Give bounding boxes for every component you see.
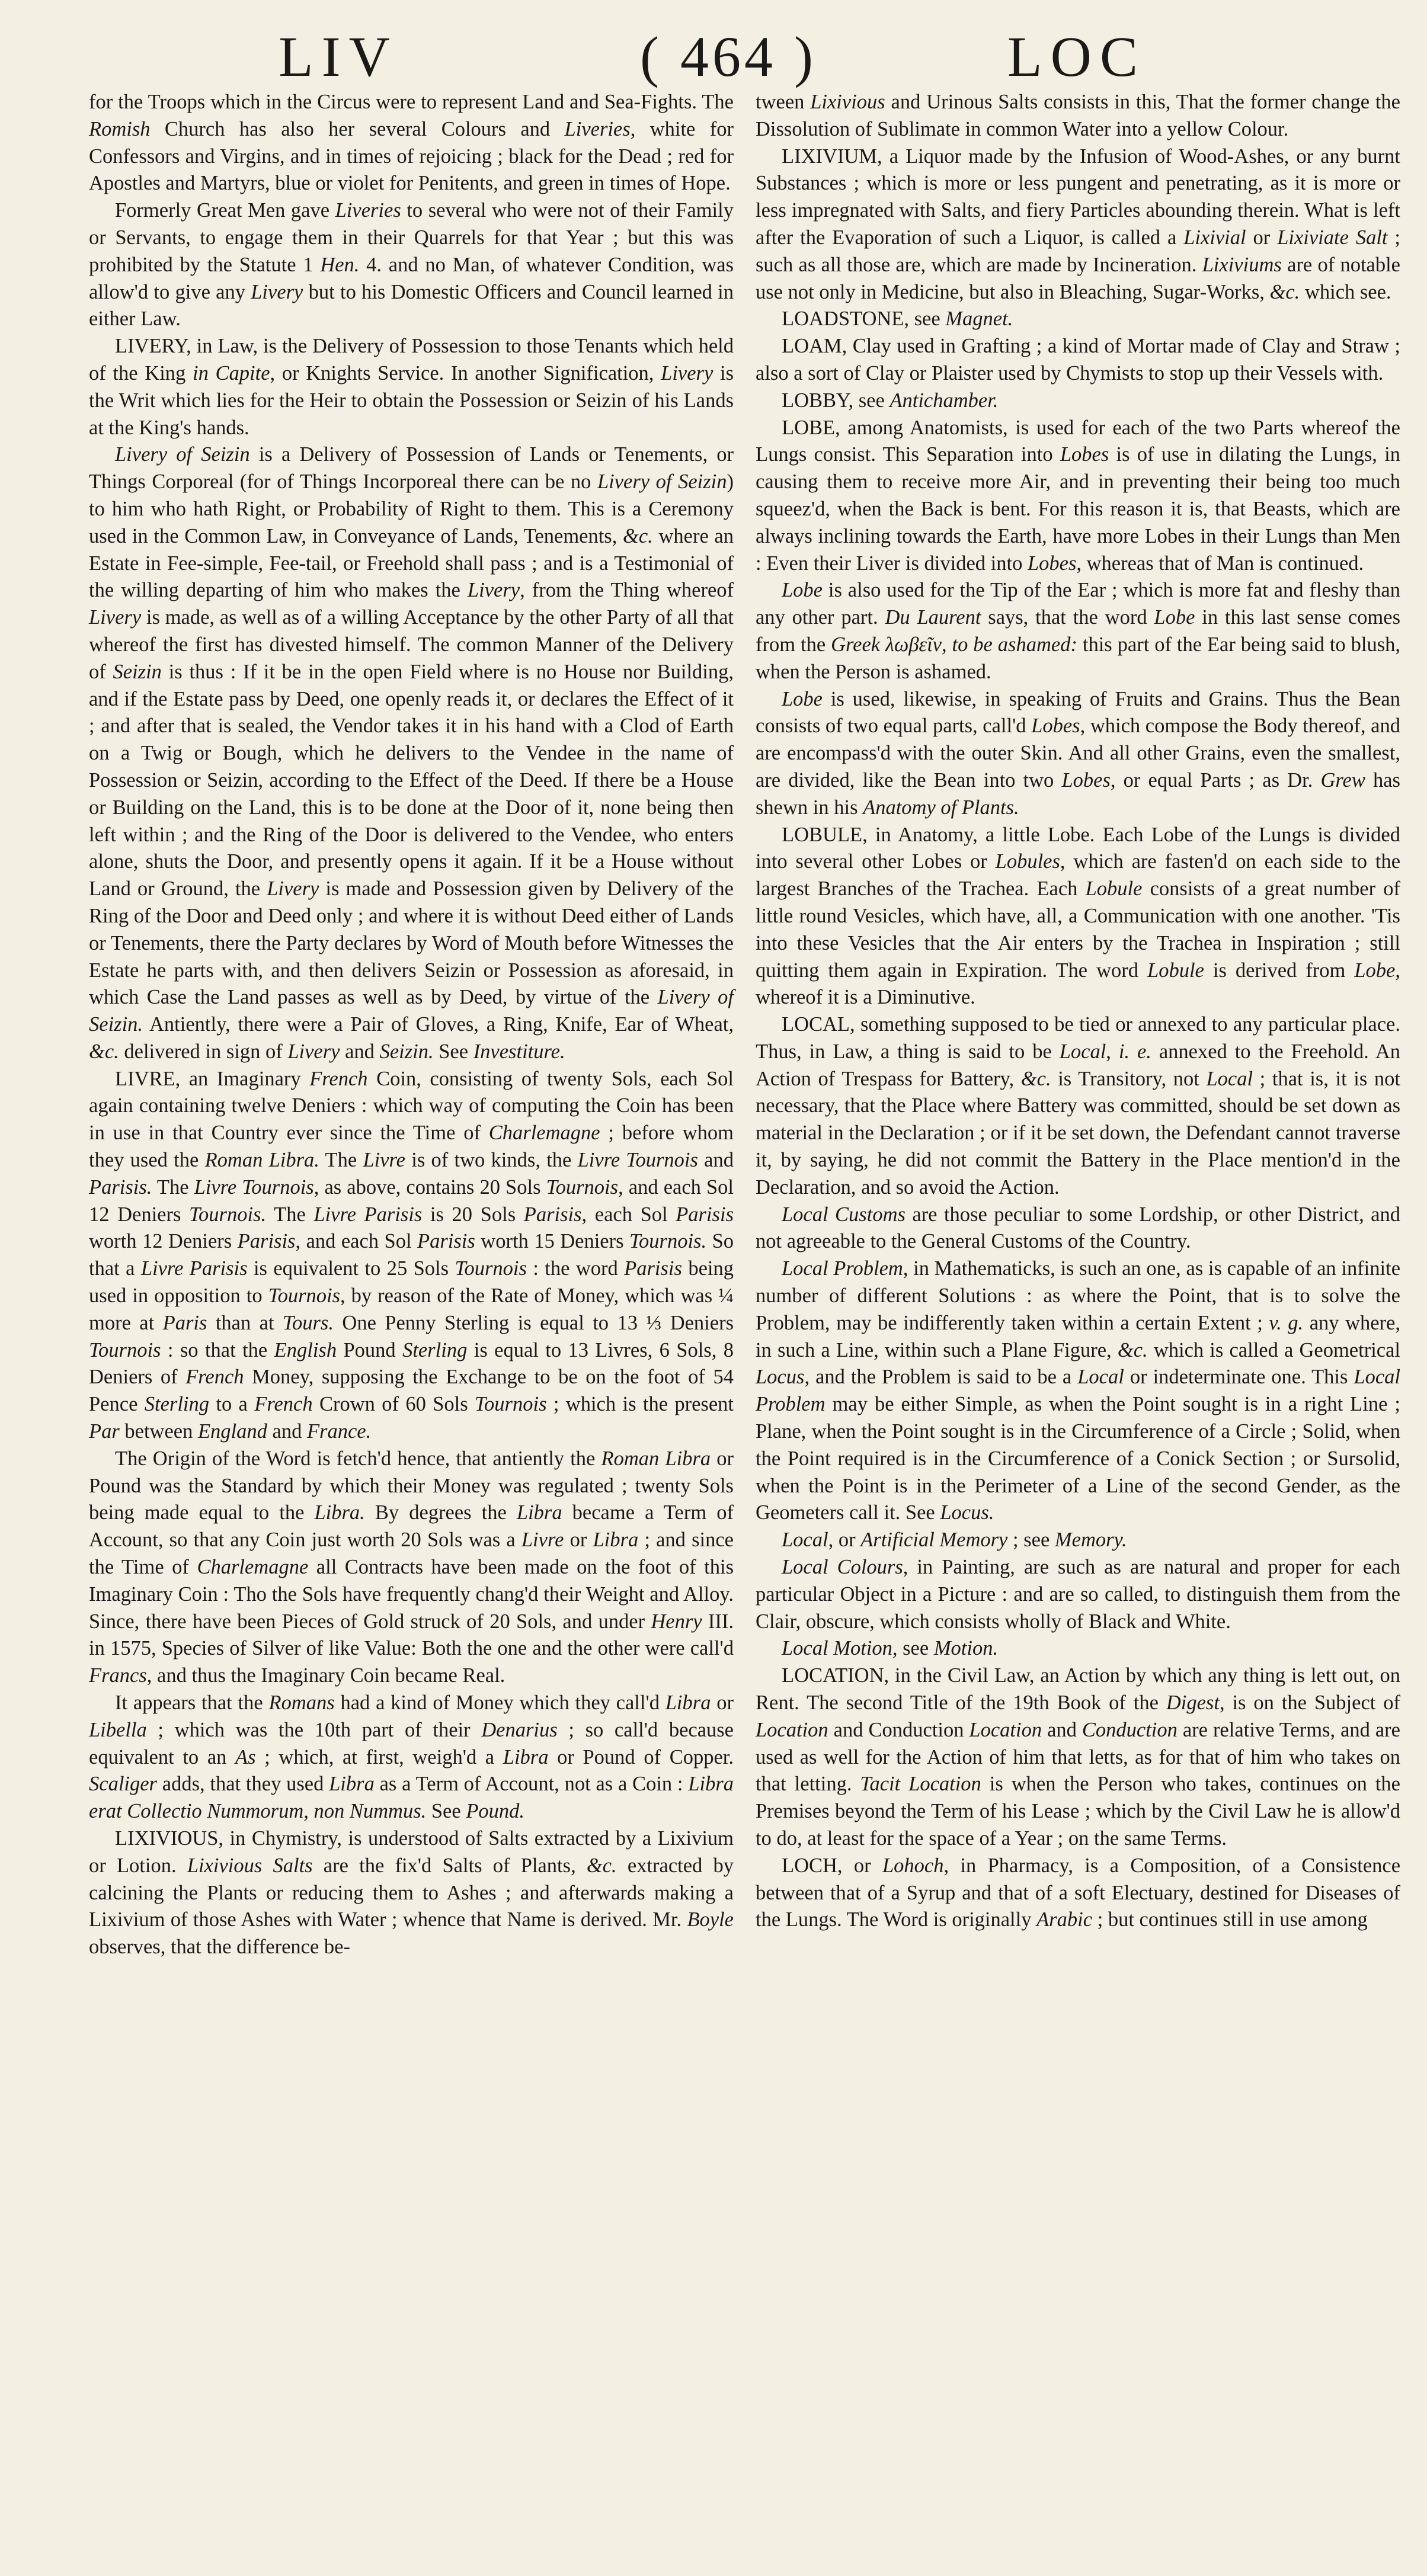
italic-text: &c. bbox=[89, 1040, 119, 1063]
entry-paragraph bbox=[756, 1011, 1400, 1202]
text-run: between bbox=[119, 1420, 198, 1443]
text-run: are of notable use not only in Medicine, but also in Bleaching, Sugar-Works, bbox=[756, 253, 1400, 303]
text-run: : so that the bbox=[161, 1338, 274, 1361]
text-run: The Origin of the Word is fetch'd hence, that antiently the bbox=[115, 1447, 601, 1470]
text-run: , in Pharmacy, is a Composition, of a Consistence between that of a Syrup and that of a soft Electuary, destined for Diseases of the Lungs. The Word is originally bbox=[756, 1854, 1401, 1931]
italic-text: Tournois. bbox=[629, 1230, 707, 1253]
italic-text: Liveries bbox=[335, 199, 401, 222]
italic-text: Lixiviate Salt bbox=[1277, 226, 1388, 249]
italic-text: Lixivial bbox=[1183, 226, 1246, 249]
text-run: is the Writ which lies for the Heir to obtain the Possession or Seizin of his Lands at the King's hands. bbox=[89, 361, 734, 439]
text-run: LOBBY, see bbox=[782, 389, 890, 412]
text-run: : the word bbox=[526, 1257, 625, 1280]
italic-text: Lobes bbox=[1027, 552, 1077, 575]
text-run: delivered in sign of bbox=[119, 1040, 288, 1063]
header-right-word: LOC bbox=[1007, 25, 1146, 88]
text-run: extracted by calcining the Plants or reducing them to Ashes ; and afterwards making a Lixivium of those Ashes with Water ; whence that Name is derived. Mr. bbox=[89, 1854, 734, 1931]
italic-text: Tournois bbox=[475, 1393, 547, 1416]
text-run: or indeterminate one. This bbox=[1124, 1366, 1354, 1389]
italic-text: Magnet. bbox=[945, 307, 1013, 331]
italic-text: &c. bbox=[586, 1854, 617, 1877]
text-run: , see bbox=[892, 1637, 934, 1660]
text-run: , in Mathematicks, is such an one, as is capable of an infinite number of different Solutions : as where the Point, that is to solve the Problem, may be indifferently taken within a certain Extent ; bbox=[756, 1257, 1401, 1334]
italic-text: Sterling bbox=[402, 1338, 468, 1361]
text-run: The bbox=[319, 1149, 363, 1172]
text-run: ) to him who hath Right, or Probability of Right to them. This is a Ceremony used in the Common Law, in Conveyance of Lands, Tenements, bbox=[89, 470, 734, 547]
italic-text: Tournois bbox=[89, 1338, 161, 1361]
italic-text: Seizin. bbox=[379, 1040, 434, 1063]
italic-text: Lobe bbox=[782, 579, 823, 602]
text-run: By degrees the bbox=[364, 1501, 517, 1524]
text-run: LIVERY, in Law, is the Delivery of Possession to those Tenants which held of the King bbox=[89, 335, 734, 385]
text-run: LOCAL, something supposed to be tied or annexed to any particular place. Thus, in Law, a thing is said to be bbox=[756, 1013, 1400, 1063]
text-run: It appears that the bbox=[115, 1691, 269, 1715]
text-run: See bbox=[433, 1040, 473, 1063]
text-run: is also used for the Tip of the Ear ; which is more fat and fleshy than any other part. bbox=[756, 579, 1400, 629]
italic-text: Tournois bbox=[455, 1257, 527, 1280]
italic-text: Henry bbox=[651, 1610, 702, 1633]
italic-text: Lobule bbox=[1147, 959, 1204, 982]
text-run: So that a bbox=[89, 1230, 734, 1280]
text-run: , and the Problem is said to be a bbox=[804, 1366, 1078, 1389]
italic-text: Libra bbox=[665, 1691, 711, 1715]
italic-text: &c. bbox=[1020, 1067, 1051, 1090]
text-run: being used in opposition to bbox=[89, 1257, 734, 1308]
text-run: this part of the Ear being said to blush, when the Person is ashamed. bbox=[756, 633, 1400, 683]
text-run: to a bbox=[209, 1393, 255, 1416]
text-run: but to his Domestic Officers and Council learned in either Law. bbox=[89, 280, 734, 331]
italic-text: Lobes bbox=[1061, 768, 1111, 792]
text-run: The bbox=[152, 1175, 194, 1199]
italic-text: Livre Tournois bbox=[577, 1149, 698, 1172]
italic-text: French bbox=[185, 1366, 244, 1389]
text-run: is used, likewise, in speaking of Fruits and Grains. Thus the Bean consists of two equal parts, call'd bbox=[756, 687, 1400, 738]
text-run: Antiently, there were a Pair of Gloves, a Ring, Knife, Ear of Wheat, bbox=[143, 1013, 734, 1036]
italic-text: Roman Libra bbox=[601, 1447, 711, 1470]
italic-text: Motion. bbox=[933, 1637, 999, 1660]
italic-text: Livery bbox=[467, 579, 520, 602]
italic-text: Libra erat Collectio Nummorum, non Nummus. bbox=[89, 1773, 734, 1823]
text-run: or Pound was the Standard by which their Money was regulated ; twenty Sols being made equal to the bbox=[89, 1447, 734, 1524]
italic-text: Par bbox=[89, 1420, 120, 1443]
italic-text: Charlemagne bbox=[197, 1556, 309, 1579]
italic-text: Du Laurent bbox=[885, 606, 981, 629]
text-run: became a Term of Account, so that any Coin just worth 20 Sols was a bbox=[89, 1501, 734, 1552]
italic-text: Seizin bbox=[113, 660, 162, 683]
entry-paragraph bbox=[756, 577, 1400, 685]
header-left-word: LIV bbox=[279, 25, 398, 88]
italic-text: Local Customs bbox=[782, 1203, 906, 1226]
text-run: LOCH, or bbox=[782, 1854, 882, 1877]
italic-text: Tournois bbox=[268, 1284, 341, 1308]
text-run: is thus : If it be in the open Field where is no House nor Building, and if the Estate pass by Deed, one openly reads it, or declares the Effect of it ; and after that is sealed, the Vendor takes it in his hand with a Clod of Earth on a Twig or Bough, which he delivers to the Vendee in the name of Possession or Seizin, according to the Effect of the Deed. If there be a House or Building on the Land, this is to be done at the Door of it, none being then left within ; and the Ring of the Door is delivered to the Vendee, who enters alone, shuts the Door, and presently opens it again. If it be a House without Land or Ground, the bbox=[89, 660, 734, 901]
italic-text: Lobules bbox=[995, 850, 1060, 873]
text-run: all Contracts have been made on the foot of this Imaginary Coin : Tho the Sols have frequently chang'd their Weight and Alloy. Since, there have been Pieces of Gold struck of 20 Sols, and under bbox=[89, 1556, 734, 1633]
text-run: or bbox=[564, 1529, 593, 1552]
text-run: Church has also her several Colours and bbox=[150, 117, 565, 140]
italic-text: Tournois bbox=[546, 1175, 619, 1199]
entry-paragraph bbox=[756, 1202, 1400, 1256]
text-run: tween bbox=[756, 91, 811, 113]
text-run: are the fix'd Salts of Plants, bbox=[312, 1854, 587, 1877]
italic-text: Livery bbox=[251, 280, 303, 303]
text-run: has shewn in his bbox=[756, 768, 1400, 819]
text-run: may be either Simple, as when the Point sought is in a right Line ; Plane, when the Point sought is in the Circumference of a Circle ; Solid, when the Point required is in the Circumference of a Conick Section ; or Sursolid, when the Point is in the Perimeter of a Line of the second Gender, as the Geometers call it. See bbox=[756, 1393, 1400, 1524]
italic-text: Libra bbox=[503, 1745, 549, 1768]
text-run: where an Estate in Fee-simple, Fee-tail, or Freehold shall pass ; and is a Testimonial of the willing departing of him who makes the bbox=[89, 524, 734, 602]
text-run: is Transitory, not bbox=[1051, 1067, 1207, 1090]
italic-text: Parisis bbox=[523, 1203, 582, 1226]
text-run: , by reason of the Rate of Money, which was ¼ more at bbox=[89, 1284, 734, 1334]
entry-paragraph bbox=[89, 333, 734, 441]
italic-text: &c. bbox=[1117, 1338, 1148, 1361]
entry-paragraph bbox=[89, 1446, 734, 1690]
text-run: LIVRE, an Imaginary bbox=[115, 1067, 310, 1090]
text-run: and Conduction bbox=[828, 1718, 970, 1741]
text-run: which is called a Geometrical bbox=[1147, 1338, 1400, 1361]
italic-text: Livery bbox=[287, 1040, 340, 1063]
italic-text: Tournois. bbox=[189, 1203, 267, 1226]
entry-paragraph bbox=[756, 306, 1400, 333]
italic-text: Sterling bbox=[144, 1393, 209, 1416]
italic-text: French bbox=[254, 1393, 313, 1416]
text-run: , or Knights Service. In another Signification, bbox=[270, 361, 661, 385]
italic-text: Liveries bbox=[564, 117, 631, 140]
entry-paragraph bbox=[756, 415, 1400, 578]
italic-text: Romish bbox=[89, 117, 151, 140]
italic-text: Livre Parisis bbox=[140, 1257, 248, 1280]
text-run: Crown of 60 Sols bbox=[312, 1393, 475, 1416]
text-run: LOBE, among Anatomists, is used for each of the two Parts whereof the Lungs consist. This Separation into bbox=[756, 416, 1400, 466]
text-run: ; such as all those are, which are made by Incineration. bbox=[756, 226, 1400, 276]
text-run: LOADSTONE, see bbox=[782, 307, 946, 331]
text-run: and Urinous Salts consists in this, That the former change the Dissolution of Sublimate in common Water into a yellow Colour. bbox=[756, 91, 1400, 140]
italic-text: Local bbox=[1059, 1040, 1106, 1063]
entry-paragraph bbox=[756, 822, 1400, 1012]
text-run: III. in 1575, Species of Silver of like Value: Both the one and the other were call'd bbox=[89, 1610, 734, 1660]
text-run: ; so call'd because equivalent to an bbox=[89, 1718, 734, 1768]
italic-text: Romans bbox=[268, 1691, 335, 1715]
text-run: LOAM, Clay used in Grafting ; a kind of Mortar made of Clay and Straw ; also a sort of Clay or Plaister used by Chymists to stop up their Vessels with. bbox=[756, 335, 1400, 385]
italic-text: English bbox=[274, 1338, 337, 1361]
italic-text: Lixivious bbox=[810, 91, 885, 113]
entry-paragraph bbox=[89, 441, 734, 1065]
italic-text: Livre bbox=[363, 1149, 405, 1172]
entry-paragraph bbox=[89, 197, 734, 333]
italic-text: Tours. bbox=[282, 1311, 334, 1334]
italic-text: Local Problem bbox=[756, 1366, 1400, 1416]
entry-paragraph bbox=[756, 1527, 1400, 1554]
text-run: Money, supposing the Exchange to be on the foot of 54 Pence bbox=[89, 1366, 734, 1416]
text-run: is of two kinds, the bbox=[405, 1149, 578, 1172]
italic-text: Local Motion bbox=[782, 1637, 892, 1660]
text-run: is derived from bbox=[1204, 959, 1355, 982]
text-run: is of use in dilating the Lungs, in causing them to receive more Air, and in preventing their being too much squeez'd, when the Back is bent. For this reason it is, that Beasts, which are always inclining towards the Earth, have more Lobes in their Lungs than Men : Even their Liver is divided into bbox=[756, 443, 1400, 575]
text-run: 4. and no Man, of whatever Condition, was allow'd to give any bbox=[89, 253, 734, 303]
italic-text: Libra bbox=[516, 1501, 562, 1524]
entry-paragraph bbox=[756, 686, 1400, 822]
italic-text: Lobes bbox=[1060, 443, 1109, 466]
entry-paragraph bbox=[756, 1554, 1400, 1635]
italic-text: Livre Parisis bbox=[313, 1203, 423, 1226]
italic-text: Local bbox=[1077, 1366, 1124, 1389]
text-run: , and each Sol bbox=[295, 1230, 418, 1253]
right-column bbox=[756, 89, 1400, 1934]
entry-paragraph bbox=[89, 1825, 734, 1961]
text-run: , as above, contains 20 Sols bbox=[313, 1175, 546, 1199]
text-run: any where, in such a Line, within such a Plane Figure, bbox=[756, 1311, 1400, 1361]
italic-text: Local Colours bbox=[782, 1556, 903, 1579]
text-run: ; which, at first, weigh'd a bbox=[255, 1745, 503, 1768]
text-run: LOCATION, in the Civil Law, an Action by which any thing is lett out, on Rent. The second Title of the 19th Book of the bbox=[756, 1664, 1400, 1715]
italic-text: Location bbox=[756, 1718, 828, 1741]
italic-text: Boyle bbox=[687, 1908, 734, 1931]
italic-text: Lobe bbox=[1354, 959, 1396, 982]
text-run: and bbox=[697, 1149, 734, 1172]
italic-text: Lobe bbox=[782, 687, 823, 710]
italic-text: Investiture. bbox=[473, 1040, 565, 1063]
text-run: observes, that the difference be- bbox=[89, 1936, 350, 1959]
italic-text: Tacit Location bbox=[860, 1773, 981, 1796]
text-run: or bbox=[1246, 226, 1278, 249]
text-run: than at bbox=[207, 1311, 283, 1334]
italic-text: Lixivious Salts bbox=[187, 1854, 313, 1877]
running-header bbox=[0, 21, 1427, 92]
text-run: and bbox=[267, 1420, 307, 1443]
italic-text: &c. bbox=[1269, 280, 1300, 303]
italic-text: Memory. bbox=[1054, 1529, 1127, 1552]
text-run: , in Painting, are such as are natural and proper for each particular Object in a Picture : and are so called, to distinguish them from the Clair, obscure, which consists wholly of Black and White. bbox=[756, 1556, 1400, 1633]
continued-paragraph bbox=[756, 89, 1400, 143]
text-run: LIXIVIUM, a Liquor made by the Infusion of Wood-Ashes, or any burnt Substances ; which is more or less pungent and penetrating, as it is more or less impregnated with Salts, and fiery Particles abounding therein. What is left after the Evaporation of such a Liquor, is called a bbox=[756, 145, 1400, 249]
entry-paragraph bbox=[756, 1662, 1400, 1853]
text-run: and bbox=[340, 1040, 380, 1063]
text-run: The bbox=[266, 1203, 314, 1226]
text-run: ; which is the present bbox=[546, 1393, 734, 1416]
italic-text: Locus bbox=[756, 1366, 805, 1389]
text-run: Coin, consisting of twenty Sols, each Sol again containing twelve Deniers : which way of computing the Coin has been in use in that Country ever since the Time of bbox=[89, 1067, 734, 1145]
italic-text: Location bbox=[969, 1718, 1042, 1741]
italic-text: Livery bbox=[89, 606, 142, 629]
entry-paragraph bbox=[756, 387, 1400, 415]
italic-text: Lixiviums bbox=[1202, 253, 1282, 276]
text-run: consists of a great number of little round Vesicles, which have, all, a Communication with one another. 'Tis into these Vesicles that the Air enters by the Trachea in Inspiration ; still quitting them again in Expiration. The word bbox=[756, 877, 1400, 982]
entry-paragraph bbox=[756, 333, 1400, 387]
text-run: One Penny Sterling is equal to 13 ⅓ Deniers bbox=[333, 1311, 734, 1334]
italic-text: Digest bbox=[1166, 1691, 1220, 1715]
text-run: ; which was the 10th part of their bbox=[146, 1718, 482, 1741]
text-run: adds, that they used bbox=[156, 1773, 329, 1796]
italic-text: Livery of Seizin bbox=[115, 443, 250, 466]
text-run: is a Delivery of Possession of Lands or Tenements, or Things Corporeal (for of Things Incorporeal there can be no bbox=[89, 443, 734, 494]
continued-paragraph bbox=[89, 89, 734, 197]
text-run: had a kind of Money which they call'd bbox=[334, 1691, 665, 1715]
text-run: , which are fasten'd on each side to the largest Branches of the Trachea. Each bbox=[756, 850, 1401, 901]
italic-text: in Capite bbox=[192, 361, 270, 385]
italic-text: Lohoch bbox=[882, 1854, 944, 1877]
text-run: is 20 Sols bbox=[422, 1203, 524, 1226]
left-column bbox=[89, 89, 734, 1961]
text-run: worth 15 Deniers bbox=[475, 1230, 629, 1253]
italic-text: Parisis bbox=[417, 1230, 475, 1253]
italic-text: Parisis bbox=[237, 1230, 296, 1253]
text-run: are those peculiar to some Lordship, or other District, and not agreeable to the General Customs of the Country. bbox=[756, 1203, 1400, 1253]
text-run: says, that the word bbox=[981, 606, 1154, 629]
italic-text: v. g. bbox=[1269, 1311, 1304, 1334]
italic-text: Local bbox=[1206, 1067, 1253, 1090]
text-run: worth 12 Deniers bbox=[89, 1230, 238, 1253]
italic-text: Conduction bbox=[1082, 1718, 1178, 1741]
italic-text: Livery bbox=[267, 877, 319, 901]
italic-text: Parisis bbox=[624, 1257, 682, 1280]
text-run: ; and since the Time of bbox=[89, 1529, 734, 1579]
page-number: ( 464 ) bbox=[640, 25, 817, 88]
text-run: which see. bbox=[1300, 280, 1391, 303]
entry-paragraph bbox=[756, 1255, 1400, 1527]
italic-text: As bbox=[235, 1745, 256, 1768]
italic-text: Lobule bbox=[1085, 877, 1143, 901]
italic-text: England bbox=[197, 1420, 267, 1443]
italic-text: Artificial Memory bbox=[860, 1529, 1008, 1552]
text-run: or Pound of Copper. bbox=[548, 1745, 734, 1768]
italic-text: Lobe bbox=[1154, 606, 1195, 629]
italic-text: Livre bbox=[521, 1529, 564, 1552]
italic-text: λωβεῖν, to be ashamed: bbox=[885, 633, 1077, 656]
text-run: in this last sense comes from the bbox=[756, 606, 1400, 656]
italic-text: Grew bbox=[1320, 768, 1365, 792]
italic-text: Libella bbox=[89, 1718, 147, 1741]
italic-text: Parisis. bbox=[89, 1175, 152, 1199]
italic-text: Hen. bbox=[320, 253, 360, 276]
text-run: to several who were not of their Family or Servants, to engage them in their Quarrels for that Year ; but this was prohibited by the Statute 1 bbox=[89, 199, 734, 276]
text-run: is made and Possession given by Delivery of the Ring of the Door and Deed only ; and where it is without Deed either of Lands or Tenements, there the Party declares by Word of Mouth before Witnesses the Estate he parts with, and then delivers Seizin or Possession as aforesaid, in which Case the Land passes as well as by Deed, by virtue of the bbox=[89, 877, 734, 1009]
entry-paragraph bbox=[756, 1635, 1400, 1662]
text-run: is made, as well as of a willing Acceptance by the other Party of all that whereof the first has divested himself. The common Manner of the Delivery of bbox=[89, 606, 734, 683]
italic-text: Lobes bbox=[1031, 715, 1080, 738]
text-run bbox=[880, 633, 885, 656]
italic-text: Arabic bbox=[1036, 1908, 1093, 1931]
italic-text: Locus. bbox=[940, 1501, 994, 1524]
entry-paragraph bbox=[756, 143, 1400, 306]
italic-text: Libra bbox=[329, 1773, 375, 1796]
text-run: are relative Terms, and are used as well for the Action of him that letts, as for that of him who takes on that letting. bbox=[756, 1718, 1400, 1796]
text-run: ; see bbox=[1007, 1529, 1055, 1552]
italic-text: i. e. bbox=[1118, 1040, 1151, 1063]
text-run: LIXIVIOUS, in Chymistry, is understood of Salts extracted by a Lixivium or Lotion. bbox=[89, 1827, 734, 1877]
text-run: is equivalent to 25 Sols bbox=[247, 1257, 455, 1280]
italic-text: Antichamber. bbox=[890, 389, 999, 412]
italic-text: Charlemagne bbox=[488, 1122, 600, 1145]
text-run: ; that is, it is not necessary, that the Place where Battery was committed, should be set down as material in the Declaration ; or if it be set down, the Defendant cannot traverse it, by saying, he did not commit the Battery in the Place mention'd in the Declaration, and so avoid the Action. bbox=[756, 1067, 1400, 1199]
italic-text: Denarius bbox=[481, 1718, 558, 1741]
italic-text: Francs bbox=[89, 1664, 147, 1687]
text-run: or bbox=[711, 1691, 734, 1715]
italic-text: Livery of Seizin. bbox=[89, 986, 734, 1036]
text-run: , and each Sol 12 Deniers bbox=[89, 1175, 734, 1226]
text-run: , or equal Parts ; as Dr. bbox=[1110, 768, 1321, 792]
italic-text: Livery of Seizin bbox=[597, 470, 727, 494]
italic-text: Livre Tournois bbox=[194, 1175, 314, 1199]
italic-text: France. bbox=[306, 1420, 372, 1443]
text-run: for the Troops which in the Circus were to represent Land and Sea-Fights. The bbox=[89, 91, 734, 113]
text-run: , from the Thing whereof bbox=[520, 579, 734, 602]
entry-paragraph bbox=[756, 1853, 1400, 1934]
text-run: , each Sol bbox=[581, 1203, 676, 1226]
italic-text: Local bbox=[782, 1529, 828, 1552]
text-run: , is on the Subject of bbox=[1219, 1691, 1400, 1715]
text-run: is equal to 13 Livres, 6 Sols, 8 Deniers of bbox=[89, 1338, 734, 1389]
italic-text: French bbox=[309, 1067, 368, 1090]
italic-text: Libra bbox=[593, 1529, 639, 1552]
text-run: as a Term of Account, not as a Coin : bbox=[374, 1773, 689, 1796]
italic-text: Greek bbox=[831, 633, 881, 656]
text-run: See bbox=[426, 1800, 466, 1823]
text-run: , whereas that of Man is continued. bbox=[1076, 552, 1364, 575]
text-run: Pound bbox=[337, 1338, 403, 1361]
italic-text: Local Problem bbox=[782, 1257, 903, 1280]
text-run: annexed to the Freehold. An Action of Trespass for Battery, bbox=[756, 1040, 1400, 1090]
text-run: Formerly Great Men gave bbox=[115, 199, 335, 222]
italic-text: Libra. bbox=[314, 1501, 365, 1524]
entry-paragraph bbox=[89, 1066, 734, 1446]
italic-text: Pound. bbox=[466, 1800, 525, 1823]
italic-text: Roman Libra. bbox=[204, 1149, 319, 1172]
text-run: ; before whom they used the bbox=[89, 1122, 734, 1172]
text-run: and bbox=[1042, 1718, 1082, 1741]
text-run: is when the Person who takes, continues on the Premises beyond the Term of his Lease ; which by the Civil Law he is allow'd to do, at least for the space of a Year ; on the same Terms. bbox=[756, 1773, 1400, 1850]
text-run: , bbox=[1106, 1040, 1119, 1063]
italic-text: Paris bbox=[162, 1311, 207, 1334]
text-run: , white for Confessors and Virgins, and in times of rejoicing ; black for the Dead ; red for Apostles and Martyrs, blue or violet for Penitents, and green in times of Hope. bbox=[89, 117, 734, 195]
text-run: LOBULE, in Anatomy, a little Lobe. Each Lobe of the Lungs is divided into several other Lobes or bbox=[756, 823, 1400, 873]
italic-text: Livery bbox=[661, 361, 714, 385]
italic-text: Scaliger bbox=[89, 1773, 157, 1796]
italic-text: Anatomy of Plants. bbox=[863, 796, 1019, 819]
text-run: , whereof it is a Diminutive. bbox=[756, 959, 1400, 1009]
entry-paragraph bbox=[89, 1690, 734, 1825]
text-run: ; but continues still in use among bbox=[1092, 1908, 1368, 1931]
italic-text: &c. bbox=[623, 524, 653, 547]
italic-text: Parisis bbox=[676, 1203, 734, 1226]
text-run: , which compose the Body thereof, and are encompass'd with the outer Skin. And all other Grains, even the smallest, are divided, like the Bean into two bbox=[756, 715, 1400, 792]
text-run: , or bbox=[828, 1529, 861, 1552]
text-run: , and thus the Imaginary Coin became Real. bbox=[146, 1664, 505, 1687]
